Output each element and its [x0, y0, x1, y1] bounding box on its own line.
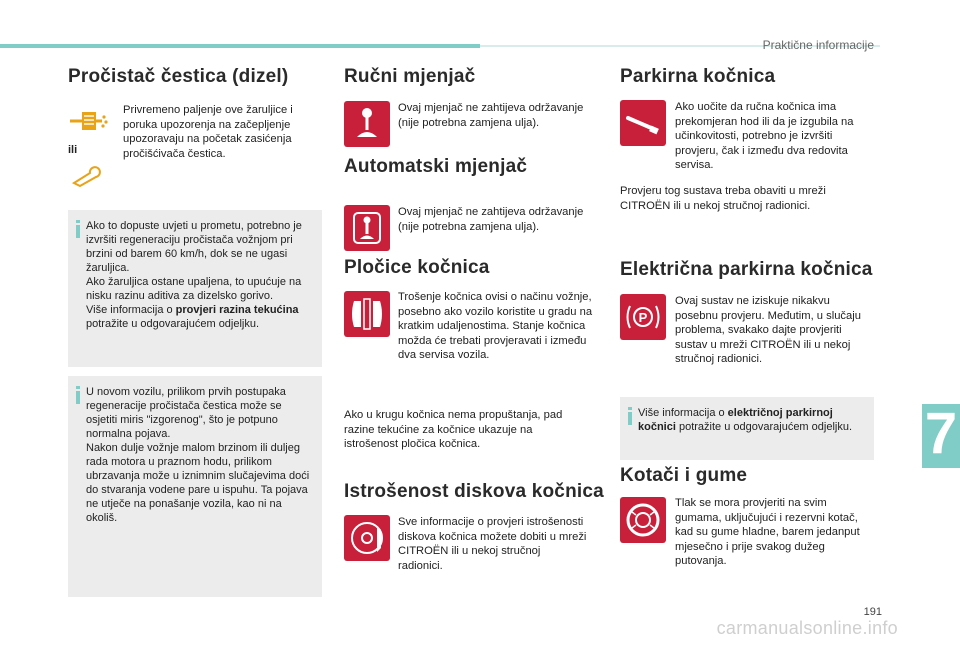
brake-discs-heading: Istrošenost diskova kočnica [344, 481, 604, 502]
wrench-icon [68, 165, 108, 189]
info-icon [75, 220, 81, 238]
tyre-icon [620, 497, 666, 543]
electric-parking-brake-heading: Električna parkirna kočnica [620, 259, 873, 280]
parking-brake-text: Ako uočite da ručna kočnica ima prekomjeran hod ili da je izgubila na učinkovitosti, potrebno je izvršiti provjeru, čak i između dva redovita servisa. [675, 101, 854, 171]
fluid-levels-ref: provjeri razina tekućina [175, 304, 299, 316]
dpf-warning-icon [68, 108, 108, 136]
auto-gearbox-text: Ovaj mjenjač ne zahtijeva održavanje (nije potrebna zamjena ulja). [398, 206, 584, 233]
info-box-regeneration [68, 210, 322, 367]
info-regeneration-line1: Ako to dopuste uvjeti u prometu, potrebno je izvršiti regeneraciju pročistača vožnjom pri brzini od barem 60 km/h, dok se ne ugasi žaruljica. [86, 220, 302, 274]
automatic-selector-icon [344, 205, 390, 251]
svg-text:P: P [638, 310, 648, 325]
chapter-number: 7 [924, 401, 958, 466]
info-regeneration-line2: Ako žaruljica ostane upaljena, to upućuje na nisku razinu aditiva za dizelsko gorivo. [86, 276, 302, 302]
electric-brake-ref: električnoj parkirnoj kočnici [638, 407, 833, 433]
brake-pads-icon [344, 291, 390, 337]
brake-pads-text: Trošenje kočnica ovisi o načinu vožnje, posebno ako vozilo koristite u gradu na kratkim udaljenostima. Stanje kočnica možda će trebati provjeravati i između dva servisa vozila. [398, 291, 593, 361]
info-box-electric-brake [620, 397, 874, 460]
info-new-vehicle-p1: U novom vozilu, prilikom prvih postupaka regeneracije pročistača čestica može se osjetiti miris "izgorenog", što je potpuno normalna pojava. [86, 386, 286, 440]
dpf-warning-text: Privremeno paljenje ove žaruljice i poruka upozorenja na začepljenje upozoravaju na početak zasićenja pročišćivača čestica. [123, 104, 293, 160]
brake-discs-text: Sve informacije o provjeri istrošenosti diskova kočnica možete dobiti u mreži CITROËN ili u nekoj stručnoj radionici. [398, 516, 587, 572]
brake-disc-icon [344, 515, 390, 561]
auto-gearbox-heading: Automatski mjenjač [344, 156, 528, 177]
info-icon [627, 407, 633, 425]
parking-brake-note: Provjeru tog sustava treba obaviti u mreži CITROËN ili u nekoj stručnoj radionici. [620, 185, 826, 212]
wheels-tyres-heading: Kotači i gume [620, 465, 748, 486]
info-icon [75, 386, 81, 404]
brake-pads-note: Ako u krugu kočnica nema propuštanja, pad razine tekućine za kočnice ukazuje na istrošenost pločica kočnica. [344, 409, 563, 450]
info-new-vehicle-p2: Nakon dulje vožnje malom brzinom ili duljeg rada motora u praznom hodu, prilikom ubrzavanja može u iznimnim slučajevima doći do stvaranja vodene pare u ispuhu. Ta pojava ne utječe na ponašanje vozila, kao ni na okoliš. [86, 442, 310, 524]
brake-pads-heading: Pločice kočnica [344, 257, 490, 278]
electric-parking-brake-icon [620, 294, 666, 340]
handbrake-icon [620, 100, 666, 146]
manual-gearbox-heading: Ručni mjenjač [344, 66, 476, 87]
or-label: ili [68, 144, 78, 156]
manual-gearbox-text: Ovaj mjenjač ne zahtijeva održavanje (nije potrebna zamjena ulja). [398, 102, 584, 129]
electric-parking-brake-text: Ovaj sustav ne iziskuje nikakvu posebnu provjeru. Međutim, u slučaju problema, svakako dajte provjeriti sustav u mreži CITROËN ili u nekoj stručnoj radionici. [675, 295, 861, 365]
page-number: 191 [863, 606, 882, 618]
gear-lever-icon [344, 101, 390, 147]
info-regeneration-line3: Više informacija o provjeri razina tekućina potražite u odgovarajućem odjeljku. [86, 304, 299, 330]
info-box-new-vehicle [68, 376, 322, 597]
watermark: carmanualsonline.info [716, 618, 898, 638]
section-title: Praktične informacije [762, 38, 874, 52]
tyres-text: Tlak se mora provjeriti na svim gumama, uključujući i rezervni kotač, kad su gume hladne, barem jedanput mjesečno i prije svakog dužeg putovanja. [675, 497, 860, 567]
header-accent-bar [0, 44, 480, 48]
dpf-heading: Pročistač čestica (dizel) [68, 66, 289, 87]
parking-brake-heading: Parkirna kočnica [620, 66, 776, 87]
info-electric-brake-text: Više informacija o električnoj parkirnoj kočnici potražite u odgovarajućem odjeljku. [638, 407, 853, 433]
